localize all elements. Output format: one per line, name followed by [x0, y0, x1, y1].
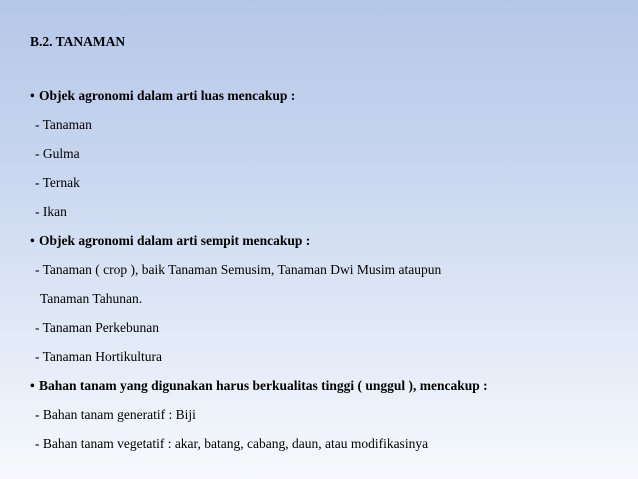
list-item-gulma: - Gulma	[35, 146, 80, 161]
bullet-item-sempit	[30, 233, 620, 262]
list-item-generatif: - Bahan tanam generatif : Biji	[35, 407, 196, 422]
slide-content	[30, 88, 620, 465]
list-item-ikan: - Ikan	[35, 204, 67, 219]
list-item-perkebunan: - Tanaman Perkebunan	[35, 320, 160, 335]
bullet-dot-icon: •	[30, 233, 35, 248]
list-item-hortikultura: - Tanaman Hortikultura	[35, 349, 163, 364]
bullet-dot-icon: •	[30, 88, 35, 103]
bullet-dot-icon: •	[30, 378, 35, 393]
bullet-text: Objek agronomi dalam arti sempit mencakup :	[39, 233, 311, 248]
bullet-item-luas	[30, 88, 620, 117]
bullet-item-bahan-tanam	[30, 378, 620, 407]
list-item-tanaman-crop: - Tanaman ( crop ), baik Tanaman Semusim, Tanaman Dwi Musim ataupun	[35, 262, 442, 277]
list-item-vegetatif: - Bahan tanam vegetatif : akar, batang, cabang, daun, atau modifikasinya	[35, 436, 429, 451]
list-item-tanaman: - Tanaman	[35, 117, 92, 132]
slide-title: B.2. TANAMAN	[30, 34, 126, 49]
list-item-tanaman-crop-continued: Tanaman Tahunan.	[40, 291, 143, 306]
list-item-ternak: - Ternak	[35, 175, 80, 190]
bullet-text: Bahan tanam yang digunakan harus berkualitas tinggi ( unggul ), mencakup :	[39, 378, 488, 393]
bullet-text: Objek agronomi dalam arti luas mencakup :	[39, 88, 296, 103]
